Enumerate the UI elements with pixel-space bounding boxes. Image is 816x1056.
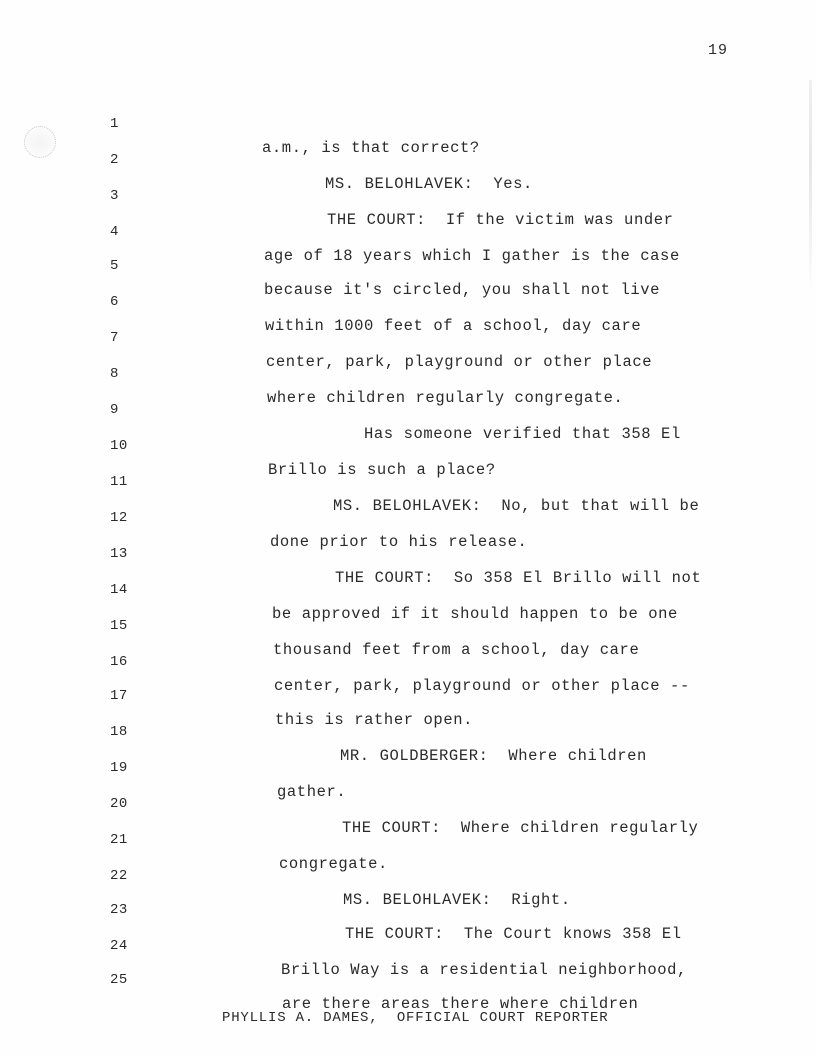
- line-number: 9: [110, 402, 119, 418]
- line-text: MS. BELOHLAVEK: Right.: [343, 891, 571, 909]
- line-text: gather.: [277, 783, 347, 801]
- transcript-line: [0, 88, 816, 157]
- line-number: 20: [110, 796, 128, 812]
- line-number: 4: [110, 224, 119, 240]
- line-number: 1: [110, 116, 119, 132]
- transcript-line: [0, 554, 816, 623]
- line-number: 19: [110, 760, 128, 776]
- line-text: MS. BELOHLAVEK: No, but that will be: [333, 497, 700, 515]
- line-text: THE COURT: The Court knows 358 El: [345, 925, 682, 943]
- line-number: 5: [110, 258, 119, 274]
- line-text: this is rather open.: [275, 711, 474, 729]
- transcript-line: [0, 518, 816, 587]
- line-number: 12: [110, 510, 128, 526]
- line-number: 8: [110, 366, 119, 382]
- line-text: center, park, playground or other place: [266, 353, 653, 371]
- transcript-line: [0, 590, 816, 659]
- transcript-line: [0, 266, 816, 335]
- transcript-line: [0, 124, 816, 193]
- line-number: 15: [110, 618, 128, 634]
- line-text: age of 18 years which I gather is the case: [264, 247, 680, 265]
- line-number: 10: [110, 438, 128, 454]
- line-number: 3: [110, 188, 119, 204]
- line-text: done prior to his release.: [270, 533, 528, 551]
- transcript-line: [0, 374, 816, 443]
- transcript-line: [0, 732, 816, 801]
- transcript-line: [0, 196, 816, 265]
- line-text: center, park, playground or other place --: [274, 677, 690, 695]
- transcript-line: [0, 410, 816, 479]
- line-number: 22: [110, 868, 128, 884]
- transcript-line: [0, 768, 816, 837]
- line-number: 24: [110, 938, 128, 954]
- transcript-line: [0, 804, 816, 873]
- line-text: MS. BELOHLAVEK: Yes.: [325, 175, 533, 193]
- line-text: THE COURT: If the victim was under: [327, 211, 674, 229]
- line-text: MR. GOLDBERGER: Where children: [340, 747, 647, 765]
- line-text: Brillo Way is a residential neighborhood,: [281, 961, 687, 979]
- line-text: within 1000 feet of a school, day care: [265, 317, 642, 335]
- line-text: a.m., is that correct?: [262, 139, 480, 157]
- line-text: Brillo is such a place?: [268, 461, 496, 479]
- court-reporter-footer: PHYLLIS A. DAMES, OFFICIAL COURT REPORTER: [222, 1010, 609, 1026]
- line-number: 17: [110, 688, 128, 704]
- line-number: 7: [110, 330, 119, 346]
- line-number: 6: [110, 294, 119, 310]
- line-number: 13: [110, 546, 128, 562]
- transcript-line: [0, 482, 816, 551]
- line-text: thousand feet from a school, day care: [273, 641, 640, 659]
- line-text: are there areas there where children: [282, 995, 639, 1013]
- line-number: 11: [110, 474, 128, 490]
- line-text: congregate.: [279, 855, 388, 873]
- page-number: 19: [707, 42, 728, 59]
- line-number: 18: [110, 724, 128, 740]
- transcript-line: [0, 626, 816, 695]
- transcript-line: [0, 840, 816, 909]
- line-text: THE COURT: Where children regularly: [342, 819, 699, 837]
- transcript-line: [0, 446, 816, 515]
- transcript-line: [0, 910, 816, 979]
- line-number: 25: [110, 972, 128, 988]
- transcript-line: [0, 696, 816, 765]
- transcript-line: [0, 338, 816, 407]
- line-number: 2: [110, 152, 119, 168]
- line-text: be approved if it should happen to be one: [272, 605, 678, 623]
- line-number: 21: [110, 832, 128, 848]
- transcript-line: [0, 160, 816, 229]
- line-text: where children regularly congregate.: [267, 389, 624, 407]
- line-number: 16: [110, 654, 128, 670]
- line-text: Has someone verified that 358 El: [364, 425, 681, 443]
- transcript-line: [0, 302, 816, 371]
- line-text: because it's circled, you shall not live: [264, 281, 661, 299]
- line-number: 23: [110, 902, 128, 918]
- line-number: 14: [110, 582, 128, 598]
- line-text: THE COURT: So 358 El Brillo will not: [335, 569, 702, 587]
